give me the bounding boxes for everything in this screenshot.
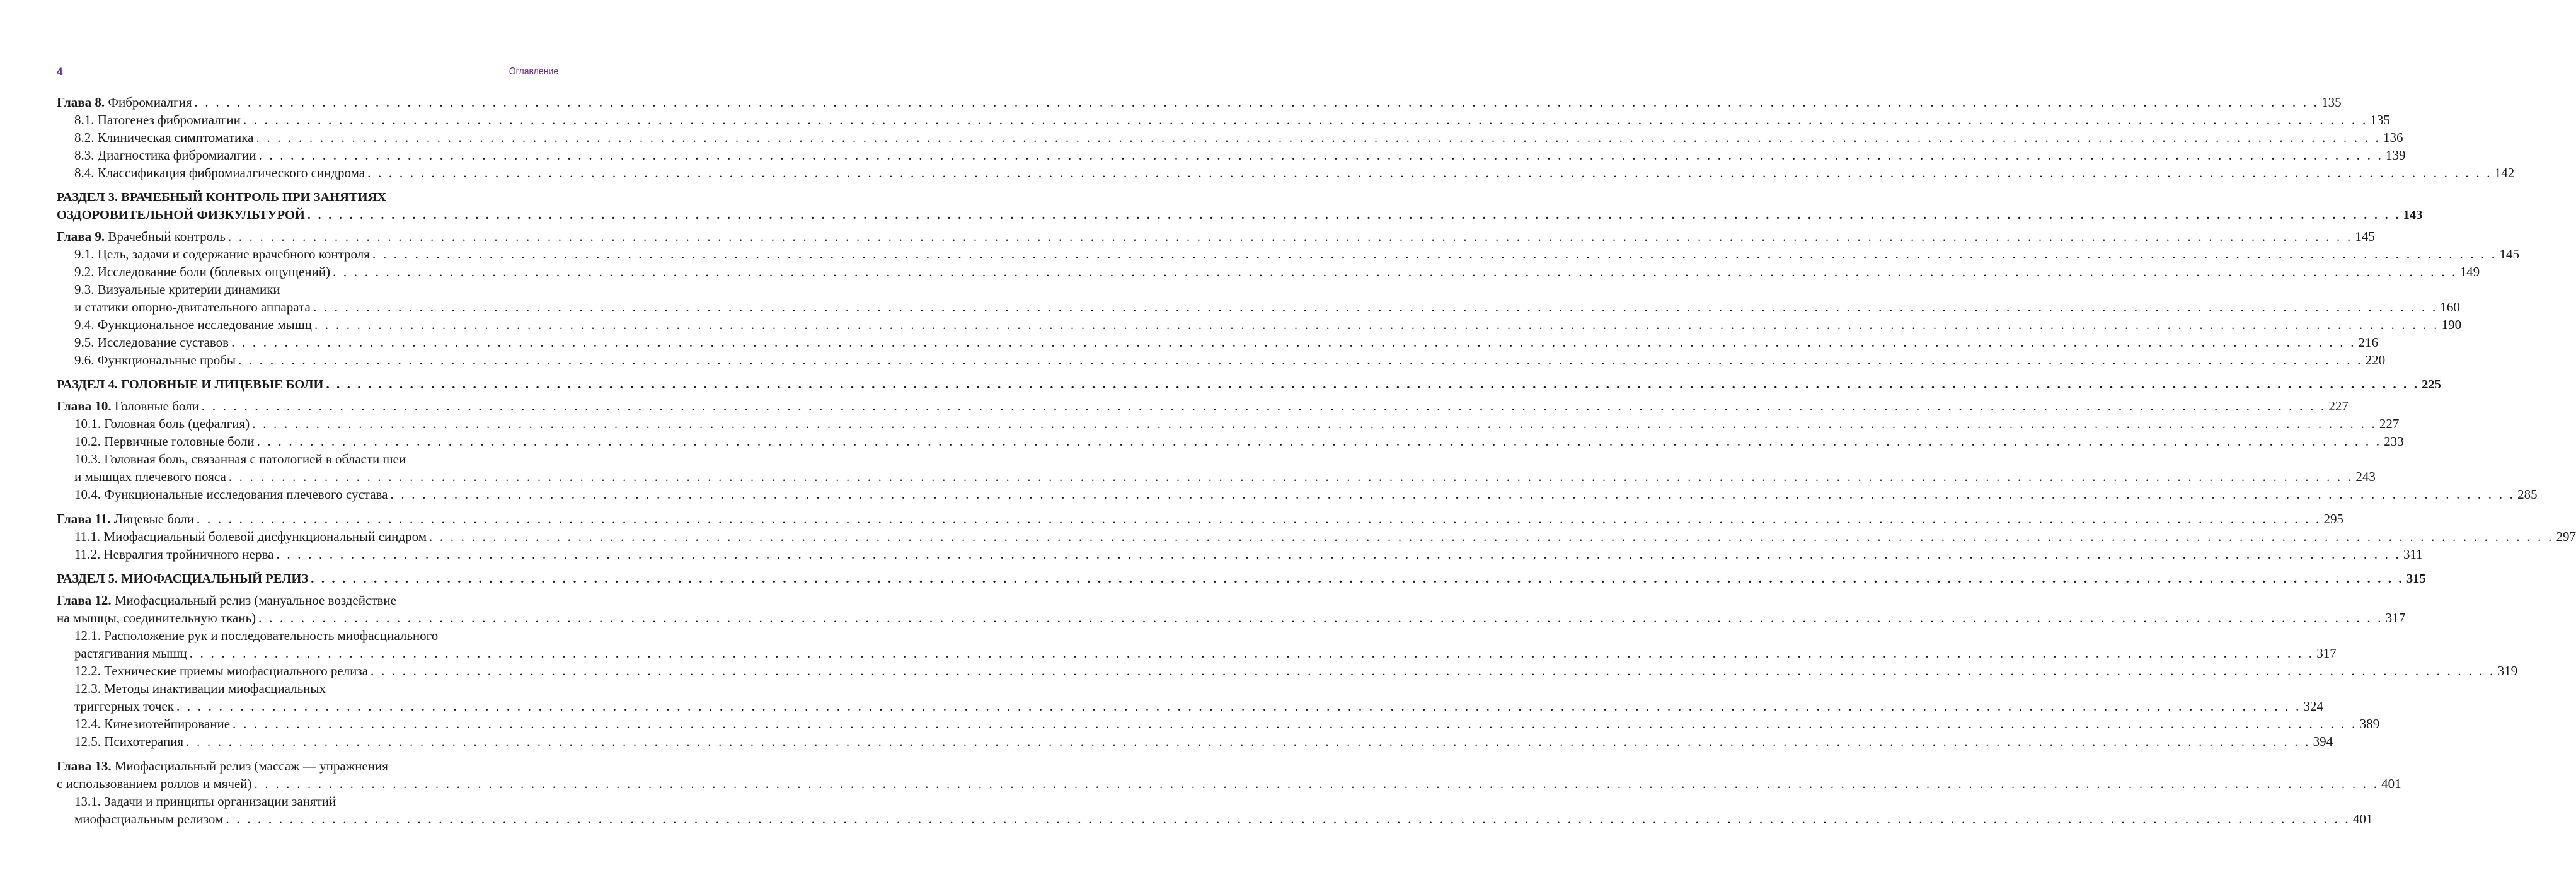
entry-text: 12.5. Психотерапия — [74, 734, 184, 749]
page-ref: 160 — [2440, 299, 2460, 315]
toc-line — [57, 570, 2426, 588]
page-ref: 401 — [2352, 811, 2373, 827]
page-ref: 389 — [2359, 716, 2380, 731]
dot-leader: . . . . . . . . . . . . . . . . . . . . . . . . . . . . . . . . . . . . . . . . . . . . . . . . . . . . . . . . . . . . . . . . . . . . . . . . . . . . . . . . . . . . . . . . . . . . . . . . . . . . . . . . . . . . . . . . . . . . . . . . . . . . . . . . . . . . . . . . . . . . . . . . . . . . . . . . . . . . . . . . . . . . . . . . . . . . . . . . . . . . . . . . . . . . . . . . . . . . . . . . — [227, 229, 2353, 244]
dot-leader: . . . . . . . . . . . . . . . . . . . . . . . . . . . . . . . . . . . . . . . . . . . . . . . . . . . . . . . . . . . . . . . . . . . . . . . . . . . . . . . . . . . . . . . . . . . . . . . . . . . . . . . . . . . . . . . . . . . . . . . . . . . . . . . . . . . . . . . . . . . . . . . . . . . . . . . . . . . . . . . . . . . . . . . . . . . . . . . . . . . . . . . . . . . . . . . . . . . . . . . . — [311, 572, 2404, 586]
toc-entry-sub — [57, 432, 2404, 450]
toc-line — [57, 415, 2400, 432]
toc-entry-sub — [57, 111, 2390, 129]
toc-entry-chapter — [57, 591, 2406, 627]
page-ref: 315 — [2406, 572, 2426, 586]
entry-title — [74, 432, 255, 450]
entry-text: 10.4. Функциональные исследования плечевого сустава — [74, 487, 388, 502]
entry-text: 10.2. Первичные головные боли — [74, 434, 255, 449]
entry-title — [74, 146, 256, 164]
toc-entry-chapter — [57, 93, 2342, 111]
entry-title — [74, 334, 229, 351]
dot-leader: . . . . . . . . . . . . . . . . . . . . . . . . . . . . . . . . . . . . . . . . . . . . . . . . . . . . . . . . . . . . . . . . . . . . . . . . . . . . . . . . . . . . . . . . . . . . . . . . . . . . . . . . . . . . . . . . . . . . . . . . . . . . . . . . . . . . . . . . . . . . . . . . . . . . . . . . . . . . . . . . . . . . . . . . . . . . . . . . . . . . . . . . . . . . . . . . . . . . . . . . — [228, 469, 2354, 484]
entry-title — [74, 545, 273, 563]
dot-leader: . . . . . . . . . . . . . . . . . . . . . . . . . . . . . . . . . . . . . . . . . . . . . . . . . . . . . . . . . . . . . . . . . . . . . . . . . . . . . . . . . . . . . . . . . . . . . . . . . . . . . . . . . . . . . . . . . . . . . . . . . . . . . . . . . . . . . . . . . . . . . . . . . . . . . . . . . . . . . . . . . . . . . . . . . . . . . . . . . . . . . . . . . . . . . . . . . . . . . . . . — [256, 434, 2382, 449]
entry-text: 12.2. Технические приемы миофасциального релиза — [74, 663, 369, 678]
dot-leader: . . . . . . . . . . . . . . . . . . . . . . . . . . . . . . . . . . . . . . . . . . . . . . . . . . . . . . . . . . . . . . . . . . . . . . . . . . . . . . . . . . . . . . . . . . . . . . . . . . . . . . . . . . . . . . . . . . . . . . . . . . . . . . . . . . . . . . . . . . . . . . . . . . . . . . . . . . . . . . . . . . . . . . . . . . . . . . . . . . . . . . . . . . . . . . . . . . . . . . . . — [333, 264, 2458, 279]
toc-line — [57, 129, 2403, 146]
toc-line — [57, 206, 2423, 224]
chapter-label: Глава 9. — [57, 229, 105, 244]
toc-entry-sub — [57, 316, 2462, 334]
dot-leader: . . . . . . . . . . . . . . . . . . . . . . . . . . . . . . . . . . . . . . . . . . . . . . . . . . . . . . . . . . . . . . . . . . . . . . . . . . . . . . . . . . . . . . . . . . . . . . . . . . . . . . . . . . . . . . . . . . . . . . . . . . . . . . . . . . . . . . . . . . . . . . . . . . . . . . . . . . . . . . . . . . . . . . . . . . . . . . . . . . . . . . . . . . . . . . . . . . . . . . . . — [428, 529, 2554, 544]
entry-text: с использованием роллов и мячей) — [57, 776, 252, 791]
dot-leader: . . . . . . . . . . . . . . . . . . . . . . . . . . . . . . . . . . . . . . . . . . . . . . . . . . . . . . . . . . . . . . . . . . . . . . . . . . . . . . . . . . . . . . . . . . . . . . . . . . . . . . . . . . . . . . . . . . . . . . . . . . . . . . . . . . . . . . . . . . . . . . . . . . . . . . . . . . . . . . . . . . . . . . . . . . . . . . . . . . . . . . . . . . . . . . . . . . . . . . . . — [258, 148, 2383, 163]
toc-line — [57, 810, 2373, 828]
page-ref: 216 — [2358, 335, 2379, 350]
dot-leader: . . . . . . . . . . . . . . . . . . . . . . . . . . . . . . . . . . . . . . . . . . . . . . . . . . . . . . . . . . . . . . . . . . . . . . . . . . . . . . . . . . . . . . . . . . . . . . . . . . . . . . . . . . . . . . . . . . . . . . . . . . . . . . . . . . . . . . . . . . . . . . . . . . . . . . . . . . . . . . . . . . . . . . . . . . . . . . . . . . . . . . . . . . . . . . . . . . . . . . . . — [307, 208, 2401, 222]
page-ref: 394 — [2313, 734, 2333, 749]
entry-title — [74, 792, 336, 810]
dot-leader: . . . . . . . . . . . . . . . . . . . . . . . . . . . . . . . . . . . . . . . . . . . . . . . . . . . . . . . . . . . . . . . . . . . . . . . . . . . . . . . . . . . . . . . . . . . . . . . . . . . . . . . . . . . . . . . . . . . . . . . . . . . . . . . . . . . . . . . . . . . . . . . . . . . . . . . . . . . . . . . . . . . . . . . . . . . . . . . . . . . . . . . . . . . . . . . . . . . . . . . . — [226, 811, 2350, 827]
toc-entry-sub — [57, 792, 2373, 828]
page-ref: 149 — [2459, 264, 2480, 279]
entry-text: Миофасциальный релиз (мануальное воздействие — [111, 593, 396, 608]
toc-entry-sub — [57, 715, 2380, 733]
page-ref: 233 — [2384, 434, 2404, 449]
toc-line — [57, 263, 2480, 281]
dot-leader: . . . . . . . . . . . . . . . . . . . . . . . . . . . . . . . . . . . . . . . . . . . . . . . . . . . . . . . . . . . . . . . . . . . . . . . . . . . . . . . . . . . . . . . . . . . . . . . . . . . . . . . . . . . . . . . . . . . . . . . . . . . . . . . . . . . . . . . . . . . . . . . . . . . . . . . . . . . . . . . . . . . . . . . . . . . . . . . . . . . . . . . . . . . . . . . . . . . . . . . . — [189, 646, 2314, 661]
dot-leader: . . . . . . . . . . . . . . . . . . . . . . . . . . . . . . . . . . . . . . . . . . . . . . . . . . . . . . . . . . . . . . . . . . . . . . . . . . . . . . . . . . . . . . . . . . . . . . . . . . . . . . . . . . . . . . . . . . . . . . . . . . . . . . . . . . . . . . . . . . . . . . . . . . . . . . . . . . . . . . . . . . . . . . . . . . . . . . . . . . . . . . . . . . . . . . . . . . . . . . . . — [254, 776, 2379, 791]
entry-text: РАЗДЕЛ 5. МИОФАСЦИАЛЬНЫЙ РЕЛИЗ — [57, 572, 309, 586]
page-ref: 227 — [2328, 398, 2349, 414]
toc-entry-sub — [57, 450, 2376, 485]
toc-line — [57, 733, 2333, 750]
toc-line — [57, 146, 2406, 164]
toc-entry-sub — [57, 733, 2333, 750]
toc-line — [57, 432, 2404, 450]
entry-title — [74, 415, 250, 432]
toc-entry-sub — [57, 245, 2519, 263]
dot-leader: . . . . . . . . . . . . . . . . . . . . . . . . . . . . . . . . . . . . . . . . . . . . . . . . . . . . . . . . . . . . . . . . . . . . . . . . . . . . . . . . . . . . . . . . . . . . . . . . . . . . . . . . . . . . . . . . . . . . . . . . . . . . . . . . . . . . . . . . . . . . . . . . . . . . . . . . . . . . . . . . . . . . . . . . . . . . . . . . . . . . . . . . . . . . . . . . . . . . . . . . — [186, 734, 2311, 749]
dot-leader: . . . . . . . . . . . . . . . . . . . . . . . . . . . . . . . . . . . . . . . . . . . . . . . . . . . . . . . . . . . . . . . . . . . . . . . . . . . . . . . . . . . . . . . . . . . . . . . . . . . . . . . . . . . . . . . . . . . . . . . . . . . . . . . . . . . . . . . . . . . . . . . . . . . . . . . . . . . . . . . . . . . . . . . . . . . . . . . . . . . . . . . . . . . . . . . . . . . . . . . . — [231, 335, 2356, 350]
page-ref: 401 — [2381, 776, 2401, 791]
entry-text: Врачебный контроль — [105, 229, 226, 244]
toc-line — [57, 510, 2344, 528]
toc-line — [57, 334, 2379, 351]
entry-title — [57, 228, 226, 245]
toc-line — [57, 528, 2576, 545]
entry-title — [74, 680, 326, 697]
entry-text: Миофасциальный релиз (массаж — упражнения — [111, 758, 388, 774]
entry-text: 8.4. Классификация фибромиалгического синдрома — [74, 165, 365, 180]
page-ref: 190 — [2441, 317, 2462, 332]
toc-line — [57, 680, 558, 697]
entry-title — [57, 591, 396, 609]
entry-title — [74, 316, 312, 334]
toc-line — [57, 792, 558, 810]
dot-leader: . . . . . . . . . . . . . . . . . . . . . . . . . . . . . . . . . . . . . . . . . . . . . . . . . . . . . . . . . . . . . . . . . . . . . . . . . . . . . . . . . . . . . . . . . . . . . . . . . . . . . . . . . . . . . . . . . . . . . . . . . . . . . . . . . . . . . . . . . . . . . . . . . . . . . . . . . . . . . . . . . . . . . . . . . . . . . . . . . . . . . . . . . . . . . . . . . . . . . . . . — [326, 378, 2420, 392]
toc-entry-chapter — [57, 228, 2375, 245]
entry-text: 10.1. Головная боль (цефалгия) — [74, 416, 250, 431]
entry-text: и мышцах плечевого пояса — [74, 469, 226, 484]
entry-title — [57, 609, 256, 627]
toc-entry-sub — [57, 281, 2460, 316]
page-ref: 143 — [2403, 208, 2423, 222]
toc-line — [57, 545, 2423, 563]
dot-leader: . . . . . . . . . . . . . . . . . . . . . . . . . . . . . . . . . . . . . . . . . . . . . . . . . . . . . . . . . . . . . . . . . . . . . . . . . . . . . . . . . . . . . . . . . . . . . . . . . . . . . . . . . . . . . . . . . . . . . . . . . . . . . . . . . . . . . . . . . . . . . . . . . . . . . . . . . . . . . . . . . . . . . . . . . . . . . . . . . . . . . . . . . . . . . . . . . . . . . . . . — [371, 663, 2495, 678]
entry-text: ОЗДОРОВИТЕЛЬНОЙ ФИЗКУЛЬТУРОЙ — [57, 208, 305, 222]
toc-line — [57, 485, 2538, 503]
entry-text: миофасциальным релизом — [74, 811, 224, 827]
toc-line — [57, 450, 558, 468]
page-ref: 136 — [2383, 130, 2403, 145]
entry-title — [74, 450, 406, 468]
entry-text: 13.1. Задачи и принципы организации занятий — [74, 794, 336, 809]
page-ref: 243 — [2355, 469, 2376, 484]
entry-title — [57, 570, 308, 588]
table-of-contents — [57, 93, 2576, 828]
dot-leader: . . . . . . . . . . . . . . . . . . . . . . . . . . . . . . . . . . . . . . . . . . . . . . . . . . . . . . . . . . . . . . . . . . . . . . . . . . . . . . . . . . . . . . . . . . . . . . . . . . . . . . . . . . . . . . . . . . . . . . . . . . . . . . . . . . . . . . . . . . . . . . . . . . . . . . . . . . . . . . . . . . . . . . . . . . . . . . . . . . . . . . . . . . . . . . . . . . . . . . . . — [252, 416, 2377, 431]
chapter-label: Глава 13. — [57, 758, 112, 774]
page-ref: 139 — [2386, 148, 2406, 163]
entry-text: 10.3. Головная боль, связанная с патологией в области шеи — [74, 451, 406, 467]
toc-line — [57, 245, 2519, 263]
page-ref: 225 — [2422, 378, 2441, 392]
entry-text: 8.3. Диагностика фибромиалгии — [74, 148, 256, 163]
entry-text: растягивания мышц — [74, 646, 187, 661]
dot-leader: . . . . . . . . . . . . . . . . . . . . . . . . . . . . . . . . . . . . . . . . . . . . . . . . . . . . . . . . . . . . . . . . . . . . . . . . . . . . . . . . . . . . . . . . . . . . . . . . . . . . . . . . . . . . . . . . . . . . . . . . . . . . . . . . . . . . . . . . . . . . . . . . . . . . . . . . . . . . . . . . . . . . . . . . . . . . . . . . . . . . . . . . . . . . . . . . . . . . . . . . — [258, 610, 2383, 625]
entry-title — [74, 662, 368, 680]
entry-text: 12.4. Кинезиотейпирование — [74, 716, 231, 731]
entry-title — [74, 627, 438, 644]
dot-leader: . . . . . . . . . . . . . . . . . . . . . . . . . . . . . . . . . . . . . . . . . . . . . . . . . . . . . . . . . . . . . . . . . . . . . . . . . . . . . . . . . . . . . . . . . . . . . . . . . . . . . . . . . . . . . . . . . . . . . . . . . . . . . . . . . . . . . . . . . . . . . . . . . . . . . . . . . . . . . . . . . . . . . . . . . . . . . . . . . . . . . . . . . . . . . . . . . . . . . . . . — [196, 511, 2321, 526]
running-title: Оглавление — [509, 66, 558, 77]
toc-entry-sub — [57, 528, 2576, 545]
toc-line — [57, 316, 2462, 334]
page-ref: 227 — [2379, 416, 2400, 431]
dot-leader: . . . . . . . . . . . . . . . . . . . . . . . . . . . . . . . . . . . . . . . . . . . . . . . . . . . . . . . . . . . . . . . . . . . . . . . . . . . . . . . . . . . . . . . . . . . . . . . . . . . . . . . . . . . . . . . . . . . . . . . . . . . . . . . . . . . . . . . . . . . . . . . . . . . . . . . . . . . . . . . . . . . . . . . . . . . . . . . . . . . . . . . . . . . . . . . . . . . . . . . . — [176, 699, 2301, 714]
toc-line — [57, 609, 2406, 627]
toc-line — [57, 298, 2460, 316]
toc-entry-chapter — [57, 397, 2349, 415]
page-ref: 145 — [2355, 229, 2375, 244]
entry-title — [74, 810, 223, 828]
page-ref: 145 — [2499, 247, 2519, 262]
chapter-label: Глава 8. — [57, 95, 105, 110]
entry-text: 12.1. Расположение рук и последовательность миофасциального — [74, 628, 439, 643]
toc-entry-sub — [57, 680, 2324, 715]
toc-line — [57, 715, 2380, 733]
entry-text: на мышцы, соединительную ткань) — [57, 610, 256, 625]
toc-line — [57, 228, 2375, 245]
page-ref: 319 — [2497, 663, 2518, 678]
toc-line — [57, 468, 2376, 485]
entry-title — [74, 111, 241, 129]
toc-entry-sub — [57, 334, 2379, 351]
entry-text: и статики опорно-двигательного аппарата — [74, 299, 311, 315]
dot-leader: . . . . . . . . . . . . . . . . . . . . . . . . . . . . . . . . . . . . . . . . . . . . . . . . . . . . . . . . . . . . . . . . . . . . . . . . . . . . . . . . . . . . . . . . . . . . . . . . . . . . . . . . . . . . . . . . . . . . . . . . . . . . . . . . . . . . . . . . . . . . . . . . . . . . . . . . . . . . . . . . . . . . . . . . . . . . . . . . . . . . . . . . . . . . . . . . . . . . . . . . — [243, 112, 2368, 127]
entry-title — [74, 129, 253, 146]
toc-line — [57, 697, 2324, 715]
toc-entry-sub — [57, 146, 2406, 164]
toc-line — [57, 376, 2441, 393]
entry-title — [57, 376, 323, 393]
page-ref: 317 — [2385, 610, 2406, 625]
entry-text: 12.3. Методы инактивации миофасциальных — [74, 681, 326, 696]
entry-text: РАЗДЕЛ 4. ГОЛОВНЫЕ И ЛИЦЕВЫЕ БОЛИ — [57, 378, 324, 392]
entry-title — [57, 189, 386, 206]
toc-entry-sub — [57, 415, 2400, 432]
dot-leader: . . . . . . . . . . . . . . . . . . . . . . . . . . . . . . . . . . . . . . . . . . . . . . . . . . . . . . . . . . . . . . . . . . . . . . . . . . . . . . . . . . . . . . . . . . . . . . . . . . . . . . . . . . . . . . . . . . . . . . . . . . . . . . . . . . . . . . . . . . . . . . . . . . . . . . . . . . . . . . . . . . . . . . . . . . . . . . . . . . . . . . . . . . . . . . . . . . . . . . . . — [233, 716, 2357, 731]
chapter-label: Глава 12. — [57, 593, 112, 608]
toc-line — [57, 351, 2386, 369]
entry-title — [57, 397, 199, 415]
toc-entry-chapter — [57, 757, 2401, 792]
dot-leader: . . . . . . . . . . . . . . . . . . . . . . . . . . . . . . . . . . . . . . . . . . . . . . . . . . . . . . . . . . . . . . . . . . . . . . . . . . . . . . . . . . . . . . . . . . . . . . . . . . . . . . . . . . . . . . . . . . . . . . . . . . . . . . . . . . . . . . . . . . . . . . . . . . . . . . . . . . . . . . . . . . . . . . . . . . . . . . . . . . . . . . . . . . . . . . . . . . . . . . . . — [372, 247, 2497, 262]
dot-leader: . . . . . . . . . . . . . . . . . . . . . . . . . . . . . . . . . . . . . . . . . . . . . . . . . . . . . . . . . . . . . . . . . . . . . . . . . . . . . . . . . . . . . . . . . . . . . . . . . . . . . . . . . . . . . . . . . . . . . . . . . . . . . . . . . . . . . . . . . . . . . . . . . . . . . . . . . . . . . . . . . . . . . . . . . . . . . . . . . . . . . . . . . . . . . . . . . . . . . . . . — [314, 317, 2439, 332]
entry-text: 8.2. Клиническая симптоматика — [74, 130, 254, 145]
toc-line — [57, 164, 2515, 182]
dot-leader: . . . . . . . . . . . . . . . . . . . . . . . . . . . . . . . . . . . . . . . . . . . . . . . . . . . . . . . . . . . . . . . . . . . . . . . . . . . . . . . . . . . . . . . . . . . . . . . . . . . . . . . . . . . . . . . . . . . . . . . . . . . . . . . . . . . . . . . . . . . . . . . . . . . . . . . . . . . . . . . . . . . . . . . . . . . . . . . . . . . . . . . . . . . . . . . . . . . . . . . . — [201, 398, 2326, 414]
page-ref: 135 — [2370, 112, 2390, 127]
entry-text: Лицевые боли — [110, 511, 194, 526]
entry-title — [57, 775, 252, 792]
entry-title — [74, 715, 230, 733]
entry-title — [74, 281, 280, 298]
toc-line — [57, 662, 2518, 680]
toc-entry-sub — [57, 627, 2337, 662]
entry-text: Фибромиалгия — [105, 95, 192, 110]
entry-text: 9.2. Исследование боли (болевых ощущений) — [74, 264, 330, 279]
toc-entry-section — [57, 376, 2441, 393]
page-ref: 317 — [2316, 646, 2337, 661]
toc-line — [57, 111, 2390, 129]
page-ref: 311 — [2403, 547, 2423, 562]
toc-line — [57, 281, 558, 298]
page-ref: 142 — [2494, 165, 2515, 180]
entry-text: РАЗДЕЛ 3. ВРАЧЕБНЫЙ КОНТРОЛЬ ПРИ ЗАНЯТИЯХ — [57, 190, 387, 204]
chapter-label: Глава 10. — [57, 398, 112, 414]
toc-line — [57, 591, 558, 609]
page-ref: 220 — [2365, 352, 2386, 368]
entry-title — [57, 93, 192, 111]
toc-entry-sub — [57, 545, 2423, 563]
entry-title — [74, 485, 388, 503]
entry-title — [74, 298, 311, 316]
entry-title — [74, 644, 187, 662]
entry-text: 9.5. Исследование суставов — [74, 335, 229, 350]
entry-title — [57, 757, 388, 775]
toc-entry-sub — [57, 129, 2403, 146]
toc-entry-section — [57, 189, 2423, 224]
page-ref: 295 — [2323, 511, 2344, 526]
toc-entry-sub — [57, 263, 2480, 281]
toc-line — [57, 627, 558, 644]
entry-title — [74, 351, 236, 369]
dot-leader: . . . . . . . . . . . . . . . . . . . . . . . . . . . . . . . . . . . . . . . . . . . . . . . . . . . . . . . . . . . . . . . . . . . . . . . . . . . . . . . . . . . . . . . . . . . . . . . . . . . . . . . . . . . . . . . . . . . . . . . . . . . . . . . . . . . . . . . . . . . . . . . . . . . . . . . . . . . . . . . . . . . . . . . . . . . . . . . . . . . . . . . . . . . . . . . . . . . . . . . . — [313, 299, 2438, 315]
chapter-label: Глава 11. — [57, 511, 111, 526]
dot-leader: . . . . . . . . . . . . . . . . . . . . . . . . . . . . . . . . . . . . . . . . . . . . . . . . . . . . . . . . . . . . . . . . . . . . . . . . . . . . . . . . . . . . . . . . . . . . . . . . . . . . . . . . . . . . . . . . . . . . . . . . . . . . . . . . . . . . . . . . . . . . . . . . . . . . . . . . . . . . . . . . . . . . . . . . . . . . . . . . . . . . . . . . . . . . . . . . . . . . . . . . — [390, 487, 2516, 502]
entry-text: 9.6. Функциональные пробы — [74, 352, 236, 368]
entry-title — [74, 697, 174, 715]
dot-leader: . . . . . . . . . . . . . . . . . . . . . . . . . . . . . . . . . . . . . . . . . . . . . . . . . . . . . . . . . . . . . . . . . . . . . . . . . . . . . . . . . . . . . . . . . . . . . . . . . . . . . . . . . . . . . . . . . . . . . . . . . . . . . . . . . . . . . . . . . . . . . . . . . . . . . . . . . . . . . . . . . . . . . . . . . . . . . . . . . . . . . . . . . . . . . . . . . . . . . . . . — [367, 165, 2492, 180]
dot-leader: . . . . . . . . . . . . . . . . . . . . . . . . . . . . . . . . . . . . . . . . . . . . . . . . . . . . . . . . . . . . . . . . . . . . . . . . . . . . . . . . . . . . . . . . . . . . . . . . . . . . . . . . . . . . . . . . . . . . . . . . . . . . . . . . . . . . . . . . . . . . . . . . . . . . . . . . . . . . . . . . . . . . . . . . . . . . . . . . . . . . . . . . . . . . . . . . . . . . . . . . — [194, 95, 2320, 110]
toc-entry-section — [57, 570, 2426, 588]
entry-text: триггерных точек — [74, 699, 174, 714]
entry-text: 9.1. Цель, задачи и содержание врачебного контроля — [74, 247, 370, 262]
entry-title — [74, 245, 370, 263]
toc-line — [57, 397, 2349, 415]
entry-title — [74, 468, 226, 485]
entry-title — [74, 528, 427, 545]
toc-line — [57, 93, 2342, 111]
entry-text: 8.1. Патогенез фибромиалгии — [74, 112, 241, 127]
toc-line — [57, 775, 2401, 792]
page-ref: 135 — [2321, 95, 2342, 110]
entry-text: 9.4. Функциональное исследование мышц — [74, 317, 313, 332]
entry-text: Головные боли — [111, 398, 199, 414]
entry-title — [57, 510, 194, 528]
toc-line — [57, 757, 558, 775]
dot-leader: . . . . . . . . . . . . . . . . . . . . . . . . . . . . . . . . . . . . . . . . . . . . . . . . . . . . . . . . . . . . . . . . . . . . . . . . . . . . . . . . . . . . . . . . . . . . . . . . . . . . . . . . . . . . . . . . . . . . . . . . . . . . . . . . . . . . . . . . . . . . . . . . . . . . . . . . . . . . . . . . . . . . . . . . . . . . . . . . . . . . . . . . . . . . . . . . . . . . . . . . — [276, 547, 2401, 562]
entry-title — [74, 164, 365, 182]
entry-title — [74, 263, 330, 281]
page-number: 4 — [57, 66, 63, 78]
toc-line — [57, 644, 2337, 662]
dot-leader: . . . . . . . . . . . . . . . . . . . . . . . . . . . . . . . . . . . . . . . . . . . . . . . . . . . . . . . . . . . . . . . . . . . . . . . . . . . . . . . . . . . . . . . . . . . . . . . . . . . . . . . . . . . . . . . . . . . . . . . . . . . . . . . . . . . . . . . . . . . . . . . . . . . . . . . . . . . . . . . . . . . . . . . . . . . . . . . . . . . . . . . . . . . . . . . . . . . . . . . . — [256, 130, 2381, 145]
entry-text: 11.2. Невралгия тройничного нерва — [74, 547, 274, 562]
toc-entry-sub — [57, 164, 2515, 182]
toc-entry-sub — [57, 351, 2386, 369]
toc-entry-chapter — [57, 510, 2344, 528]
page-ref: 324 — [2303, 699, 2324, 714]
entry-text: 9.3. Визуальные критерии динамики — [74, 282, 280, 297]
entry-text: 11.1. Миофасциальный болевой дисфункциональный синдром — [74, 529, 427, 544]
entry-title — [74, 733, 183, 750]
entry-title — [57, 206, 305, 224]
running-header — [57, 63, 558, 81]
toc-line — [57, 189, 558, 206]
dot-leader: . . . . . . . . . . . . . . . . . . . . . . . . . . . . . . . . . . . . . . . . . . . . . . . . . . . . . . . . . . . . . . . . . . . . . . . . . . . . . . . . . . . . . . . . . . . . . . . . . . . . . . . . . . . . . . . . . . . . . . . . . . . . . . . . . . . . . . . . . . . . . . . . . . . . . . . . . . . . . . . . . . . . . . . . . . . . . . . . . . . . . . . . . . . . . . . . . . . . . . . . — [238, 352, 2363, 368]
toc-entry-sub — [57, 485, 2538, 503]
toc-entry-sub — [57, 662, 2518, 680]
page-ref: 285 — [2517, 487, 2538, 502]
page-ref: 297 — [2556, 529, 2576, 544]
